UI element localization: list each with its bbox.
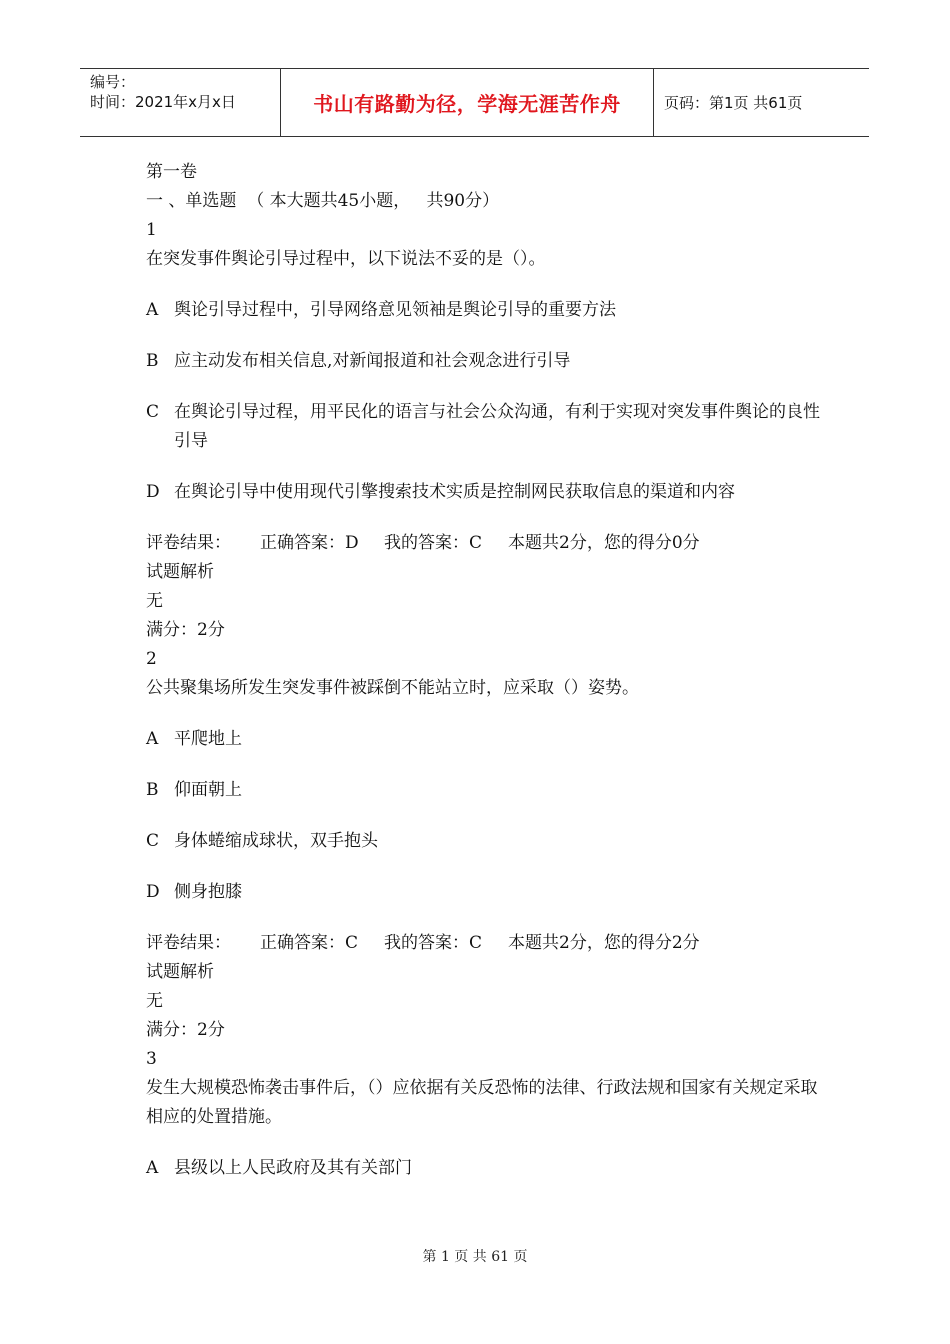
option-letter: B [146, 351, 159, 371]
full-score: 满分：2分 [146, 1020, 225, 1040]
header-page-info: 页码：第1页 共61页 [664, 94, 803, 112]
option-letter: A [146, 1158, 159, 1178]
page-footer: 第 1 页 共 61 页 [422, 1249, 528, 1265]
analysis-text: 无 [146, 991, 163, 1011]
option-b [146, 776, 826, 805]
option-letter: A [146, 729, 159, 749]
question-stem: 公共聚集场所发生突发事件被踩倒不能站立时，应采取（）姿势。 [146, 678, 639, 698]
question-number: 2 [146, 649, 157, 669]
option-c [146, 827, 826, 856]
document-date: 时间：2021年x月x日 [90, 93, 236, 111]
option-a [146, 725, 826, 754]
header-motto [281, 69, 654, 136]
option-text: 舆论引导过程中，引导网络意见领袖是舆论引导的重要方法 [174, 300, 616, 320]
result-label: 评卷结果： [146, 933, 231, 953]
option-a [146, 296, 826, 325]
option-letter: D [146, 882, 160, 902]
grading-result [146, 529, 826, 558]
option-text: 在舆论引导过程，用平民化的语言与社会公众沟通，有利于实现对突发事件舆论的良性引导 [174, 402, 820, 451]
question-number: 3 [146, 1049, 157, 1069]
option-letter: C [146, 831, 160, 851]
analysis-label: 试题解析 [146, 562, 214, 582]
option-a [146, 1154, 826, 1183]
analysis-text: 无 [146, 591, 163, 611]
question-block [146, 1045, 826, 1183]
question-block [146, 645, 826, 1045]
correct-answer: 正确答案：D [260, 533, 359, 553]
volume-title: 第一卷 [146, 162, 197, 182]
option-text: 平爬地上 [174, 729, 242, 749]
option-text: 在舆论引导中使用现代引擎搜索技术实质是控制网民获取信息的渠道和内容 [174, 482, 735, 502]
question-stem: 发生大规模恐怖袭击事件后，（）应依据有关反恐怖的法律、行政法规和国家有关规定采取相应的处置措施。 [146, 1078, 818, 1127]
option-d [146, 878, 826, 907]
header-meta [80, 69, 281, 136]
option-letter: D [146, 482, 160, 502]
question-number: 1 [146, 220, 157, 240]
option-text: 仰面朝上 [174, 780, 242, 800]
option-b [146, 347, 826, 376]
document-number-label: 编号： [90, 73, 136, 91]
full-score: 满分：2分 [146, 620, 225, 640]
option-text: 应主动发布相关信息,对新闻报道和社会观念进行引导 [174, 351, 571, 371]
correct-answer: 正确答案：C [260, 933, 359, 953]
question-stem: 在突发事件舆论引导过程中，以下说法不妥的是（）。 [146, 249, 546, 269]
question-score: 本题共2分，您的得分2分 [508, 933, 700, 953]
option-letter: B [146, 780, 159, 800]
option-letter: C [146, 402, 160, 422]
question-score: 本题共2分，您的得分0分 [508, 533, 700, 553]
grading-result [146, 929, 826, 958]
my-answer: 我的答案：C [384, 933, 483, 953]
motto-text: 书山有路勤为径，学海无涯苦作舟 [313, 92, 621, 116]
page-header [80, 68, 869, 137]
section-title: 一 、单选题 （ 本大题共45小题， 共90分） [146, 191, 500, 211]
option-text: 身体蜷缩成球状，双手抱头 [174, 831, 378, 851]
option-c [146, 398, 826, 456]
result-label: 评卷结果： [146, 533, 231, 553]
option-text: 县级以上人民政府及其有关部门 [174, 1158, 412, 1178]
analysis-label: 试题解析 [146, 962, 214, 982]
my-answer: 我的答案：C [384, 533, 483, 553]
option-letter: A [146, 300, 159, 320]
option-text: 侧身抱膝 [174, 882, 242, 902]
question-block [146, 216, 826, 645]
exam-content [146, 158, 826, 1183]
option-d [146, 478, 826, 507]
